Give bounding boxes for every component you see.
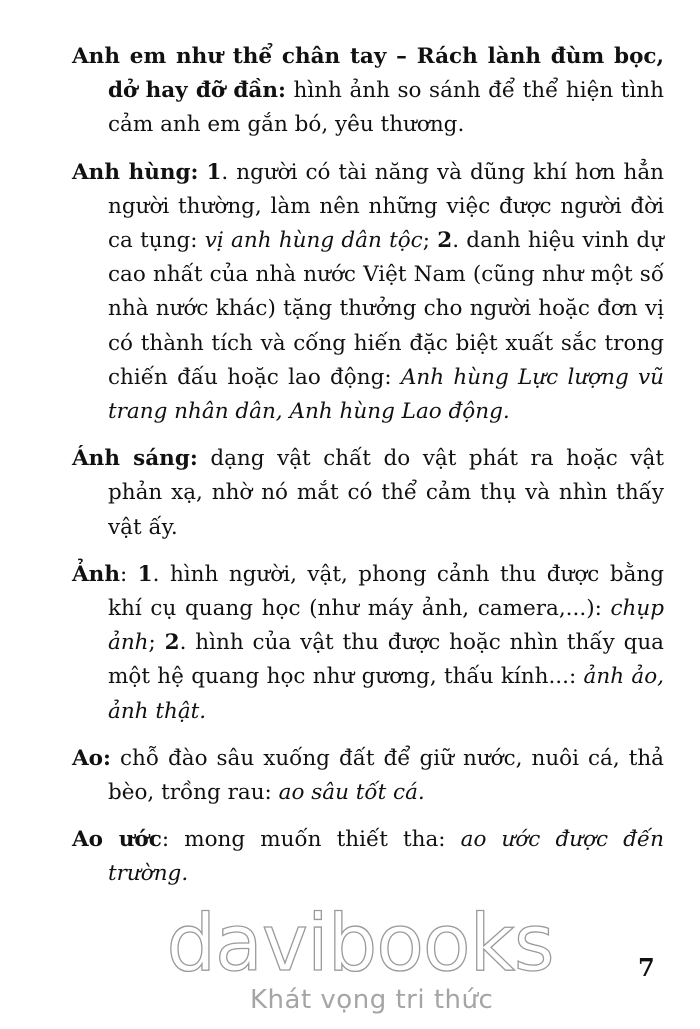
definition-text: ; [148, 630, 165, 656]
sense-number: 1 [137, 561, 153, 587]
usage-example: Anh hùng Lực lượng vũ trang nhân dân, Anh hùng Lao động. [108, 364, 665, 425]
dictionary-entry [72, 742, 664, 810]
entry-headword: Ao: [72, 745, 111, 771]
entry-headword: Anh em như thể chân tay – Rách lành đùm bọc, dở hay đỡ đần: [72, 44, 664, 104]
definition-text: . người có tài năng và dũng khí hơn hẳn người thường, làm nên những việc được người đời ca tụng: [108, 159, 664, 254]
definition-text: dạng vật chất do vật phát ra hoặc vật phản xạ, nhờ nó mắt có thể cảm thụ và nhìn thấy vật ấy. [108, 446, 664, 540]
dictionary-entry [72, 40, 664, 143]
watermark-tagline: Khát vọng tri thức [250, 985, 494, 1015]
definition-text: . danh hiệu vinh dự cao nhất của nhà nước Việt Nam (cũng như một số nhà nước khác) tặng thưởng cho người hoặc đơn vị có thành tích và cống hiến đặc biệt xuất sắc trong chiến đấu hoặc lao động: [108, 228, 665, 390]
definition-text: . hình người, vật, phong cảnh thu được bằng khí cụ quang học (như máy ảnh, camera,...): [108, 561, 665, 622]
watermark-brand: davibooks [166, 899, 554, 989]
definition-text: : mong muốn thiết tha: [161, 827, 461, 853]
entry-list [72, 40, 664, 905]
sense-number: 2 [437, 228, 453, 254]
definition-text: chỗ đào sâu xuống đất để giữ nước, nuôi cá, thả bèo, trồng rau: [108, 745, 664, 806]
dictionary-entry [72, 156, 664, 430]
entry-headword: Ao ước [72, 827, 162, 853]
usage-example: vị anh hùng dân tộc [204, 228, 423, 254]
dictionary-entry [72, 823, 664, 891]
definition-text: . hình của vật thu được hoặc nhìn thấy qua một hệ quang học như gương, thấu kính...: [108, 630, 664, 690]
definition-text: ; [422, 228, 438, 254]
dictionary-entry [72, 558, 664, 729]
sense-number: 2 [164, 630, 180, 656]
usage-example: ảnh ảo, ảnh thật. [108, 664, 664, 724]
usage-example: ao sâu tốt cá. [278, 780, 425, 806]
definition-text: hình ảnh so sánh để thể hiện tình cảm anh em gắn bó, yêu thương. [108, 78, 664, 138]
sense-number: 1 [206, 159, 222, 185]
usage-example: ao ước được đến trường. [108, 827, 665, 887]
entry-headword: Anh hùng: [72, 159, 199, 185]
page-number: 7 [638, 953, 655, 982]
dictionary-entry [72, 442, 664, 545]
entry-headword: Ánh sáng: [72, 446, 198, 472]
usage-example: chụp ảnh [108, 596, 664, 656]
definition-text: : [119, 561, 138, 587]
entry-headword: Ảnh [72, 561, 120, 587]
